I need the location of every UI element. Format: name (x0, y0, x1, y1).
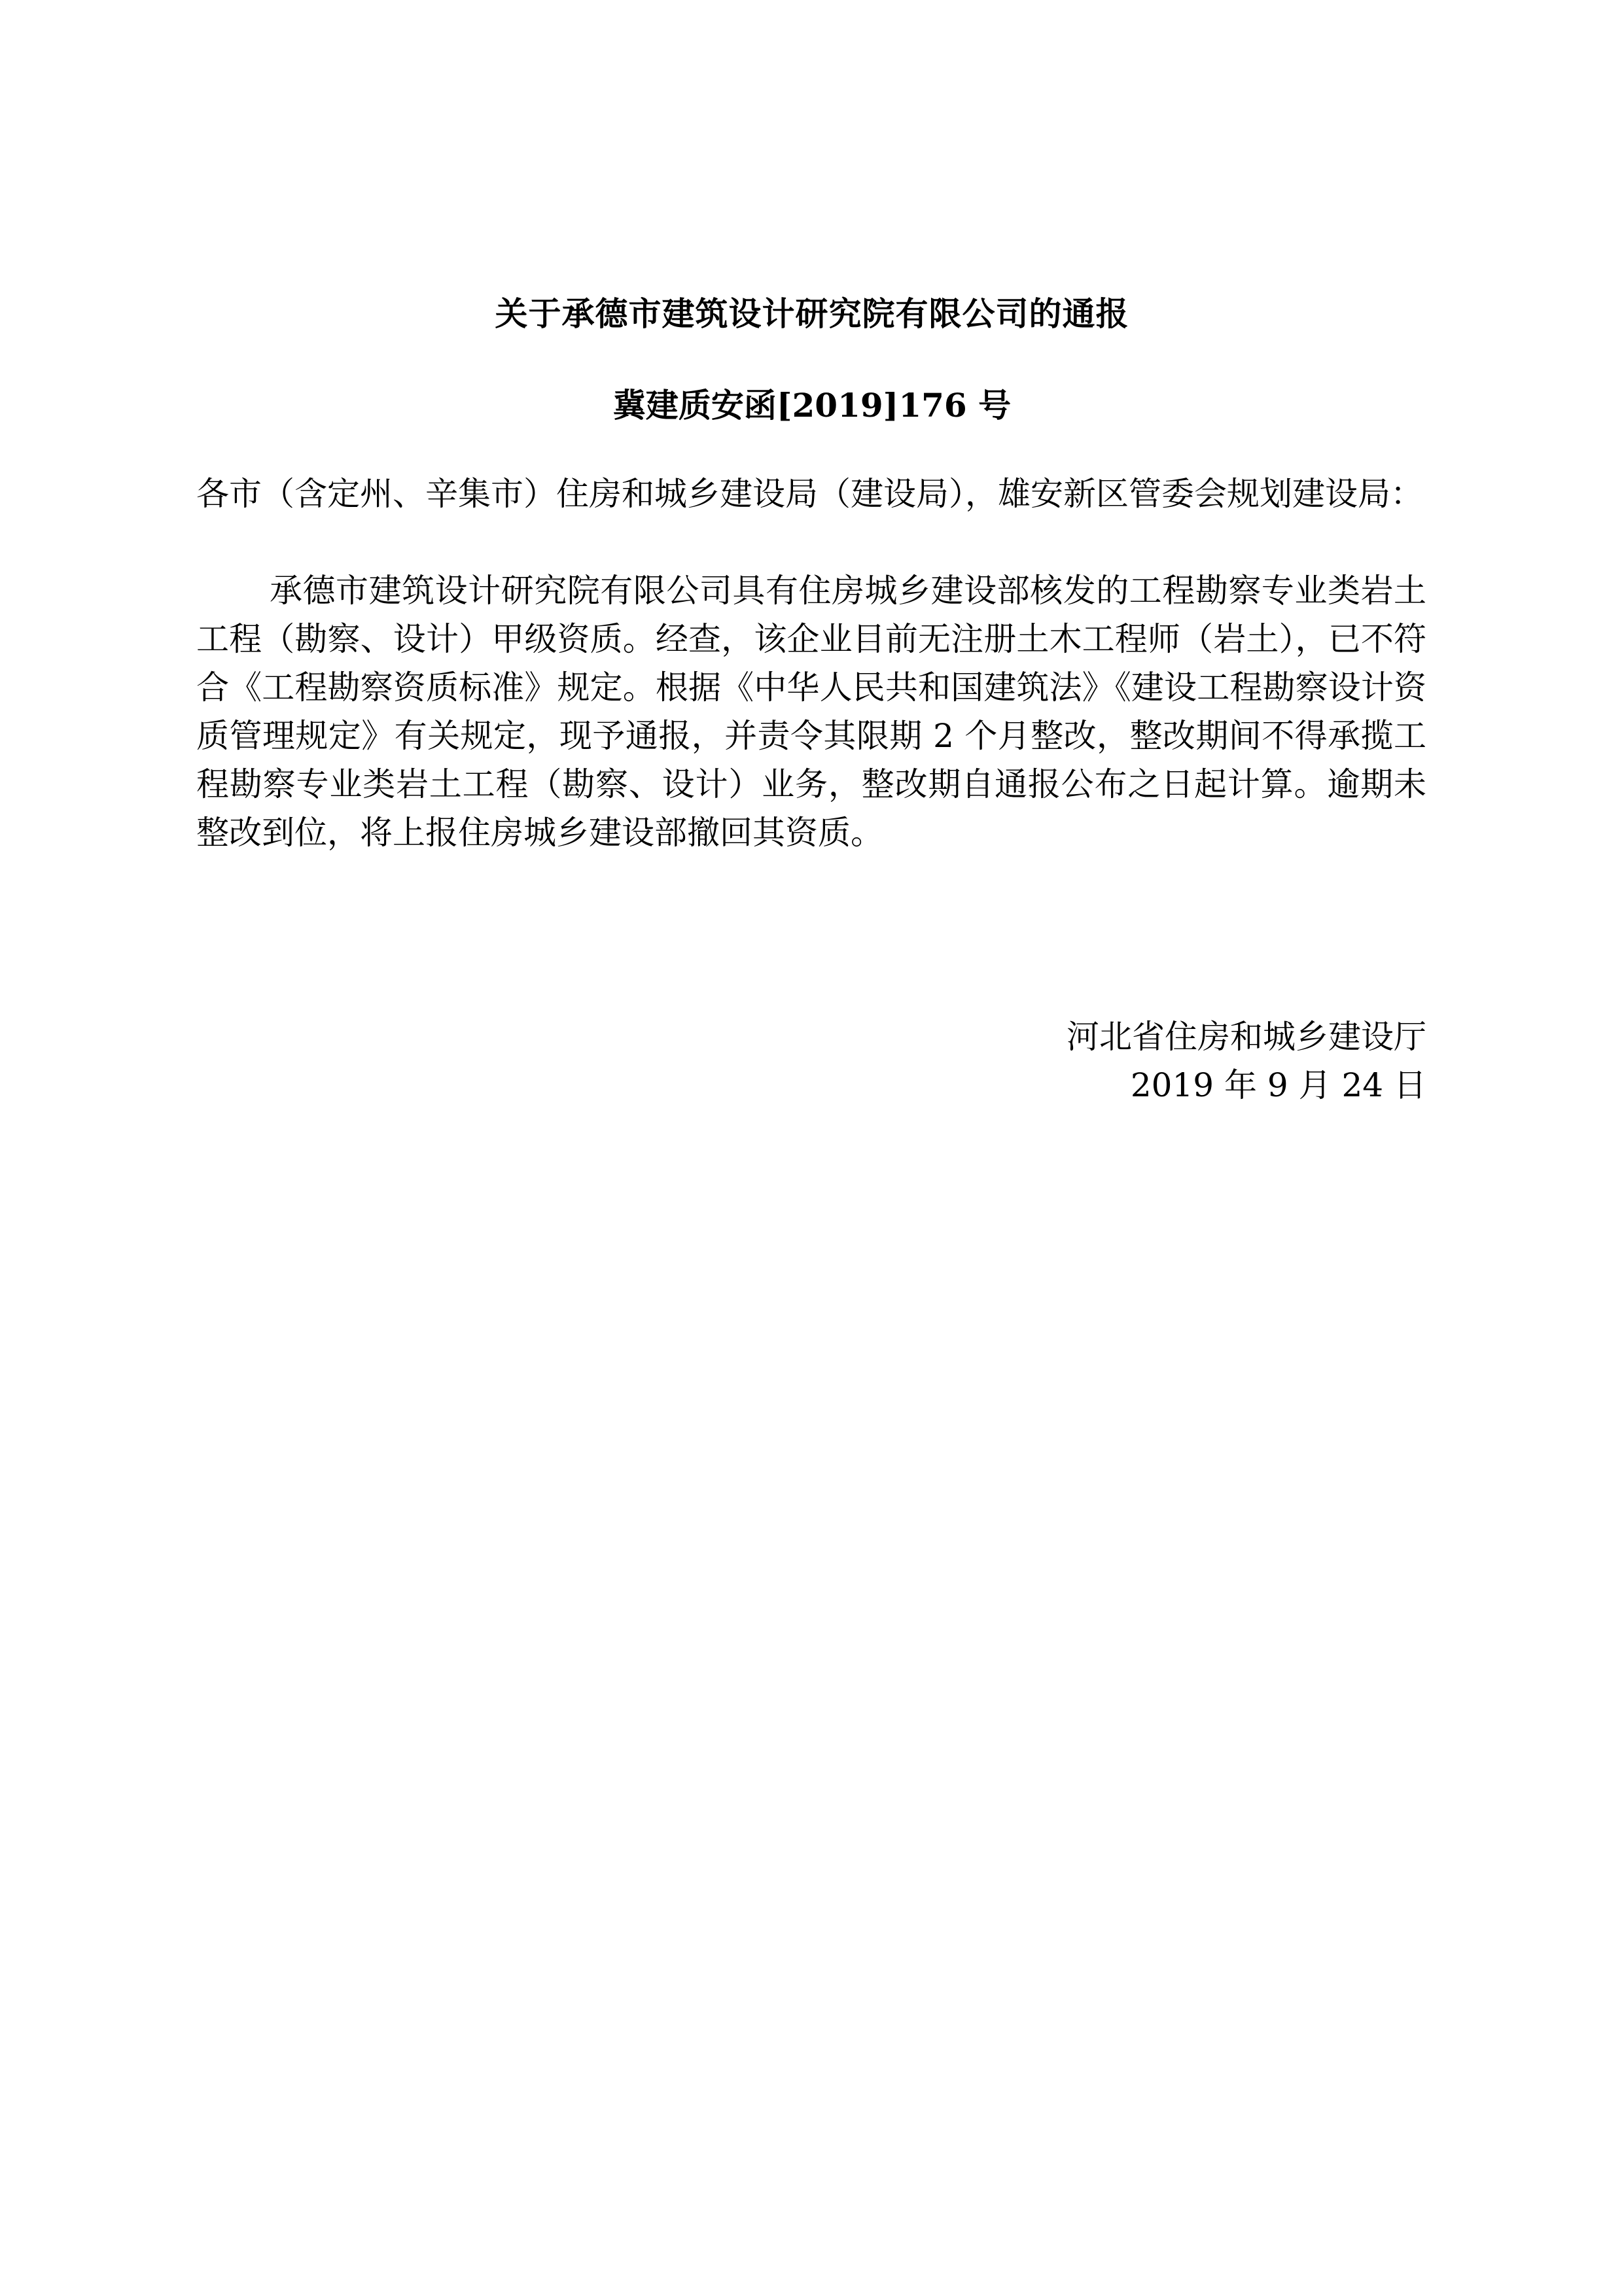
issue-date: 2019 年 9 月 24 日 (1130, 1066, 1426, 1104)
document-number: 冀建质安函[2019]176 号 (612, 386, 1012, 425)
issuer-name: 河北省住房和城乡建设厅 (1067, 1018, 1426, 1056)
document-title: 关于承德市建筑设计研究院有限公司的通报 (495, 294, 1129, 333)
body-paragraph: 承德市建筑设计研究院有限公司具有住房城乡建设部核发的工程勘察专业类岩土工程（勘察、设计）甲级资质。经查，该企业目前无注册土木工程师（岩土），已不符合《工程勘察资质标准》规定。根据《中华人民共和国建筑法》《建设工程勘察设计资质管理规定》有关规定，现予通报，并责令其限期 2 个月整改，整改期间不得承揽工程勘察专业类岩土工程（勘察、设计）业务，整改期自通报公布之日起计算。逾期未整改到位，将上报住房城乡建设部撤回其资质。 (196, 572, 1426, 852)
salutation: 各市（含定州、辛集市）住房和城乡建设局（建设局），雄安新区管委会规划建设局： (196, 475, 1423, 513)
